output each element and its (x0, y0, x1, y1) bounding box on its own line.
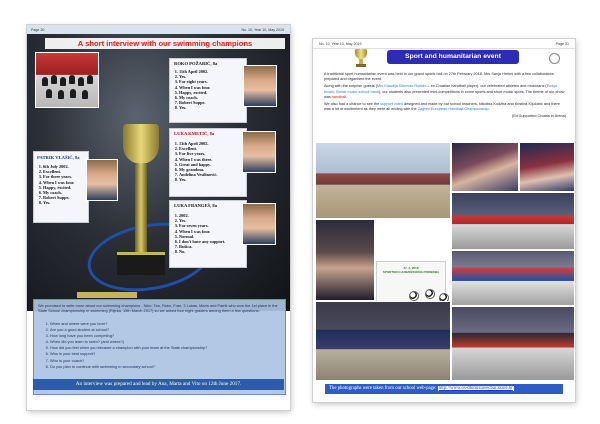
interviewee-name: LUKA KMETIĆ, 8a (174, 131, 215, 136)
question: 5. How did you feel when you became a champion with your team at the State championship? (50, 345, 290, 351)
handball-icon (549, 53, 560, 64)
page-number: Page 30 (31, 27, 45, 32)
answer: 5. Great and happy. (179, 162, 217, 167)
paragraph-text: ), our students also presented mini-competitions in some sports and short music spots. The theme of our show was (324, 89, 565, 100)
answer: 2. Excellent. (43, 169, 74, 174)
answer: 3. For eight years. (179, 79, 210, 84)
answers-list (170, 213, 225, 255)
football-icon (425, 289, 435, 299)
school-website-link[interactable]: http://www.os-dtomislavecbar.skole.hr (438, 386, 513, 391)
answer: 3. For five years. (179, 151, 217, 156)
photo-team-line (451, 192, 575, 250)
question: 1. When and where were you born? (50, 321, 290, 327)
answer: 8. Yes. (179, 177, 217, 182)
interviewee-name: PATRIK VLAŠIĆ, 8a (37, 155, 80, 160)
answer: 1. 11th April 2002. (179, 69, 210, 74)
answer: 1. 2002. (179, 213, 225, 218)
trophy-icon (123, 124, 159, 164)
photo-sports-hall (315, 142, 451, 219)
answer: 4. When I was three. (179, 157, 217, 162)
highlighted-text: Emlyn Iricani (324, 84, 558, 94)
article-title: A short interview with our swimming champions (45, 38, 285, 49)
paragraph (324, 72, 566, 83)
answer: 2. Yes. (179, 218, 225, 223)
page-number: Page 31 (555, 42, 569, 46)
question: 7. Who is your coach? (50, 358, 290, 364)
paragraph-text: designed and made by our school teachers, Nikolina Kodžba and Kristina Ključarić and there was a lot of excitement as they were all ending with the (324, 101, 560, 112)
highlighted-text: Bonar music school band (336, 89, 379, 94)
interview-card-roko (169, 58, 247, 123)
issue-label: No. 10, Year 10, May 2019 (241, 27, 284, 32)
paragraph-text: . (488, 107, 490, 112)
answer: 8. No. (179, 249, 225, 254)
photo-singer (315, 219, 375, 301)
answer: 4. When I was four. (43, 180, 74, 185)
answers-list (170, 141, 217, 183)
answer: 5. Normal. (179, 234, 225, 239)
question: 4. When did you learn to swim? (and where?) (50, 339, 290, 345)
photo-fans (519, 142, 575, 192)
answer: 1. 13th April 2002. (179, 141, 217, 146)
trophy-nameplate (77, 292, 137, 298)
football-icon (409, 291, 419, 301)
source-footer (325, 384, 563, 394)
magazine-page-right (313, 39, 575, 402)
portrait-luka-kmetic (242, 131, 276, 173)
photo-band (315, 301, 451, 381)
highlighted-text: Zagreb European Handball Championship (417, 107, 489, 112)
answers-list (34, 164, 74, 206)
portrait-luka-franges (242, 203, 276, 245)
paragraph-text: . (346, 95, 348, 100)
questions-list (40, 321, 290, 370)
photo-students-row (451, 250, 575, 306)
question: 3. How long have you been competing? (50, 333, 290, 339)
answer: 3. For three years. (43, 174, 74, 179)
trophy-base (117, 252, 165, 275)
portrait-roko (243, 65, 277, 107)
team-photo (35, 52, 99, 108)
question: 8. Do you plan to continue with swimming in secondary school? (50, 364, 290, 370)
answer: 8. Yes. (43, 200, 74, 205)
signature: (Ed Supported Croatia in Arena) (511, 114, 566, 119)
answer: 1. 6th July 2002. (43, 164, 74, 169)
answer: 2. Yes. (179, 74, 210, 79)
article-title: Sport and humanitarian event (387, 50, 519, 64)
portrait-patrik (86, 159, 118, 201)
answer: 7. Robert Suppe. (179, 100, 210, 105)
paragraph-text: – ex-Croatian handball player), our celebrated athletes and musicians ( (426, 84, 547, 89)
highlighted-text: support video (380, 101, 404, 106)
question: 6. Who is your best support? (50, 351, 290, 357)
interviewee-name: LUKA FRANGEŠ, 8a (174, 203, 218, 208)
highlighted-text: Mrs Klaudija Klinovac Rubido (376, 84, 427, 89)
poster-text: SPORTSKO HUMANITARNA PRIREDBA (382, 269, 440, 274)
answer: 8. Yes. (179, 105, 210, 110)
question: 2. Are you a good student at school? (50, 327, 290, 333)
answer: 6. My coach. (43, 190, 74, 195)
answer: 4. When I was four. (179, 85, 210, 90)
answer: 5. Happy, excited. (43, 185, 74, 190)
answer: 6. I don't have any support. (179, 239, 225, 244)
answer: 3. For seven years. (179, 223, 225, 228)
paragraph-text: , (334, 89, 337, 94)
source-text: The photographs were taken from our school web-page: (329, 386, 438, 391)
answer: 5. Happy, excited. (179, 90, 210, 95)
paragraph-text: We also had a chance to see the (324, 101, 381, 106)
photo-dancers (451, 306, 575, 381)
paragraph-text: A traditional sport humanitarian event was held in our grand sports hall on 27th February 2018. Mrs Sanja Hreles with a few collaborators prepared and organised the event. (324, 72, 554, 82)
paragraph (324, 102, 566, 113)
highlighted-text: handball (331, 95, 347, 100)
interview-card-luka-franges (169, 200, 247, 268)
answer: 7. Robert Suppe. (43, 195, 74, 200)
answer: 7. Rušica. (179, 244, 225, 249)
answer: 7. Anđelina Vesilinović. (179, 172, 217, 177)
trophy-stem (135, 164, 147, 254)
answer: 6. My grandma. (179, 167, 217, 172)
trophy-icon (353, 49, 369, 67)
answer: 6. My coach. (179, 95, 210, 100)
intro-text: We promised to write more about our swimming champions - Niko, Tea, Roko, Fran, 3 Lukas, Marin and Patrik who won the 1st place in the State School championship in swimming (Rijeka, 15th March 2017) so we asked four eight graders among them a few questions: (38, 303, 278, 313)
interviewee-name: ROKO POŽARIĆ, 8a (174, 61, 218, 66)
answers-list (170, 69, 210, 111)
article-body (324, 72, 566, 119)
page-header (313, 39, 575, 49)
photo-audience (451, 142, 519, 192)
paragraph-text: Along with the surprise guests ( (324, 84, 377, 89)
interview-card-luka-kmetic (169, 128, 247, 197)
paragraph (324, 84, 566, 100)
magazine-page-left (27, 25, 290, 410)
answer: 2. Excellent. (179, 146, 217, 151)
interview-card-patrik (33, 151, 89, 223)
page-header (27, 25, 290, 34)
answer: 4. When I was four. (179, 229, 225, 234)
issue-label: No. 10, Year 10, May 2019 (319, 42, 362, 46)
poster-date: 27. 2. 2018 (403, 266, 419, 270)
credits-footer: An interview was prepared and lead by Ana, Marta and Vito on 12th June 2017. (33, 379, 284, 390)
